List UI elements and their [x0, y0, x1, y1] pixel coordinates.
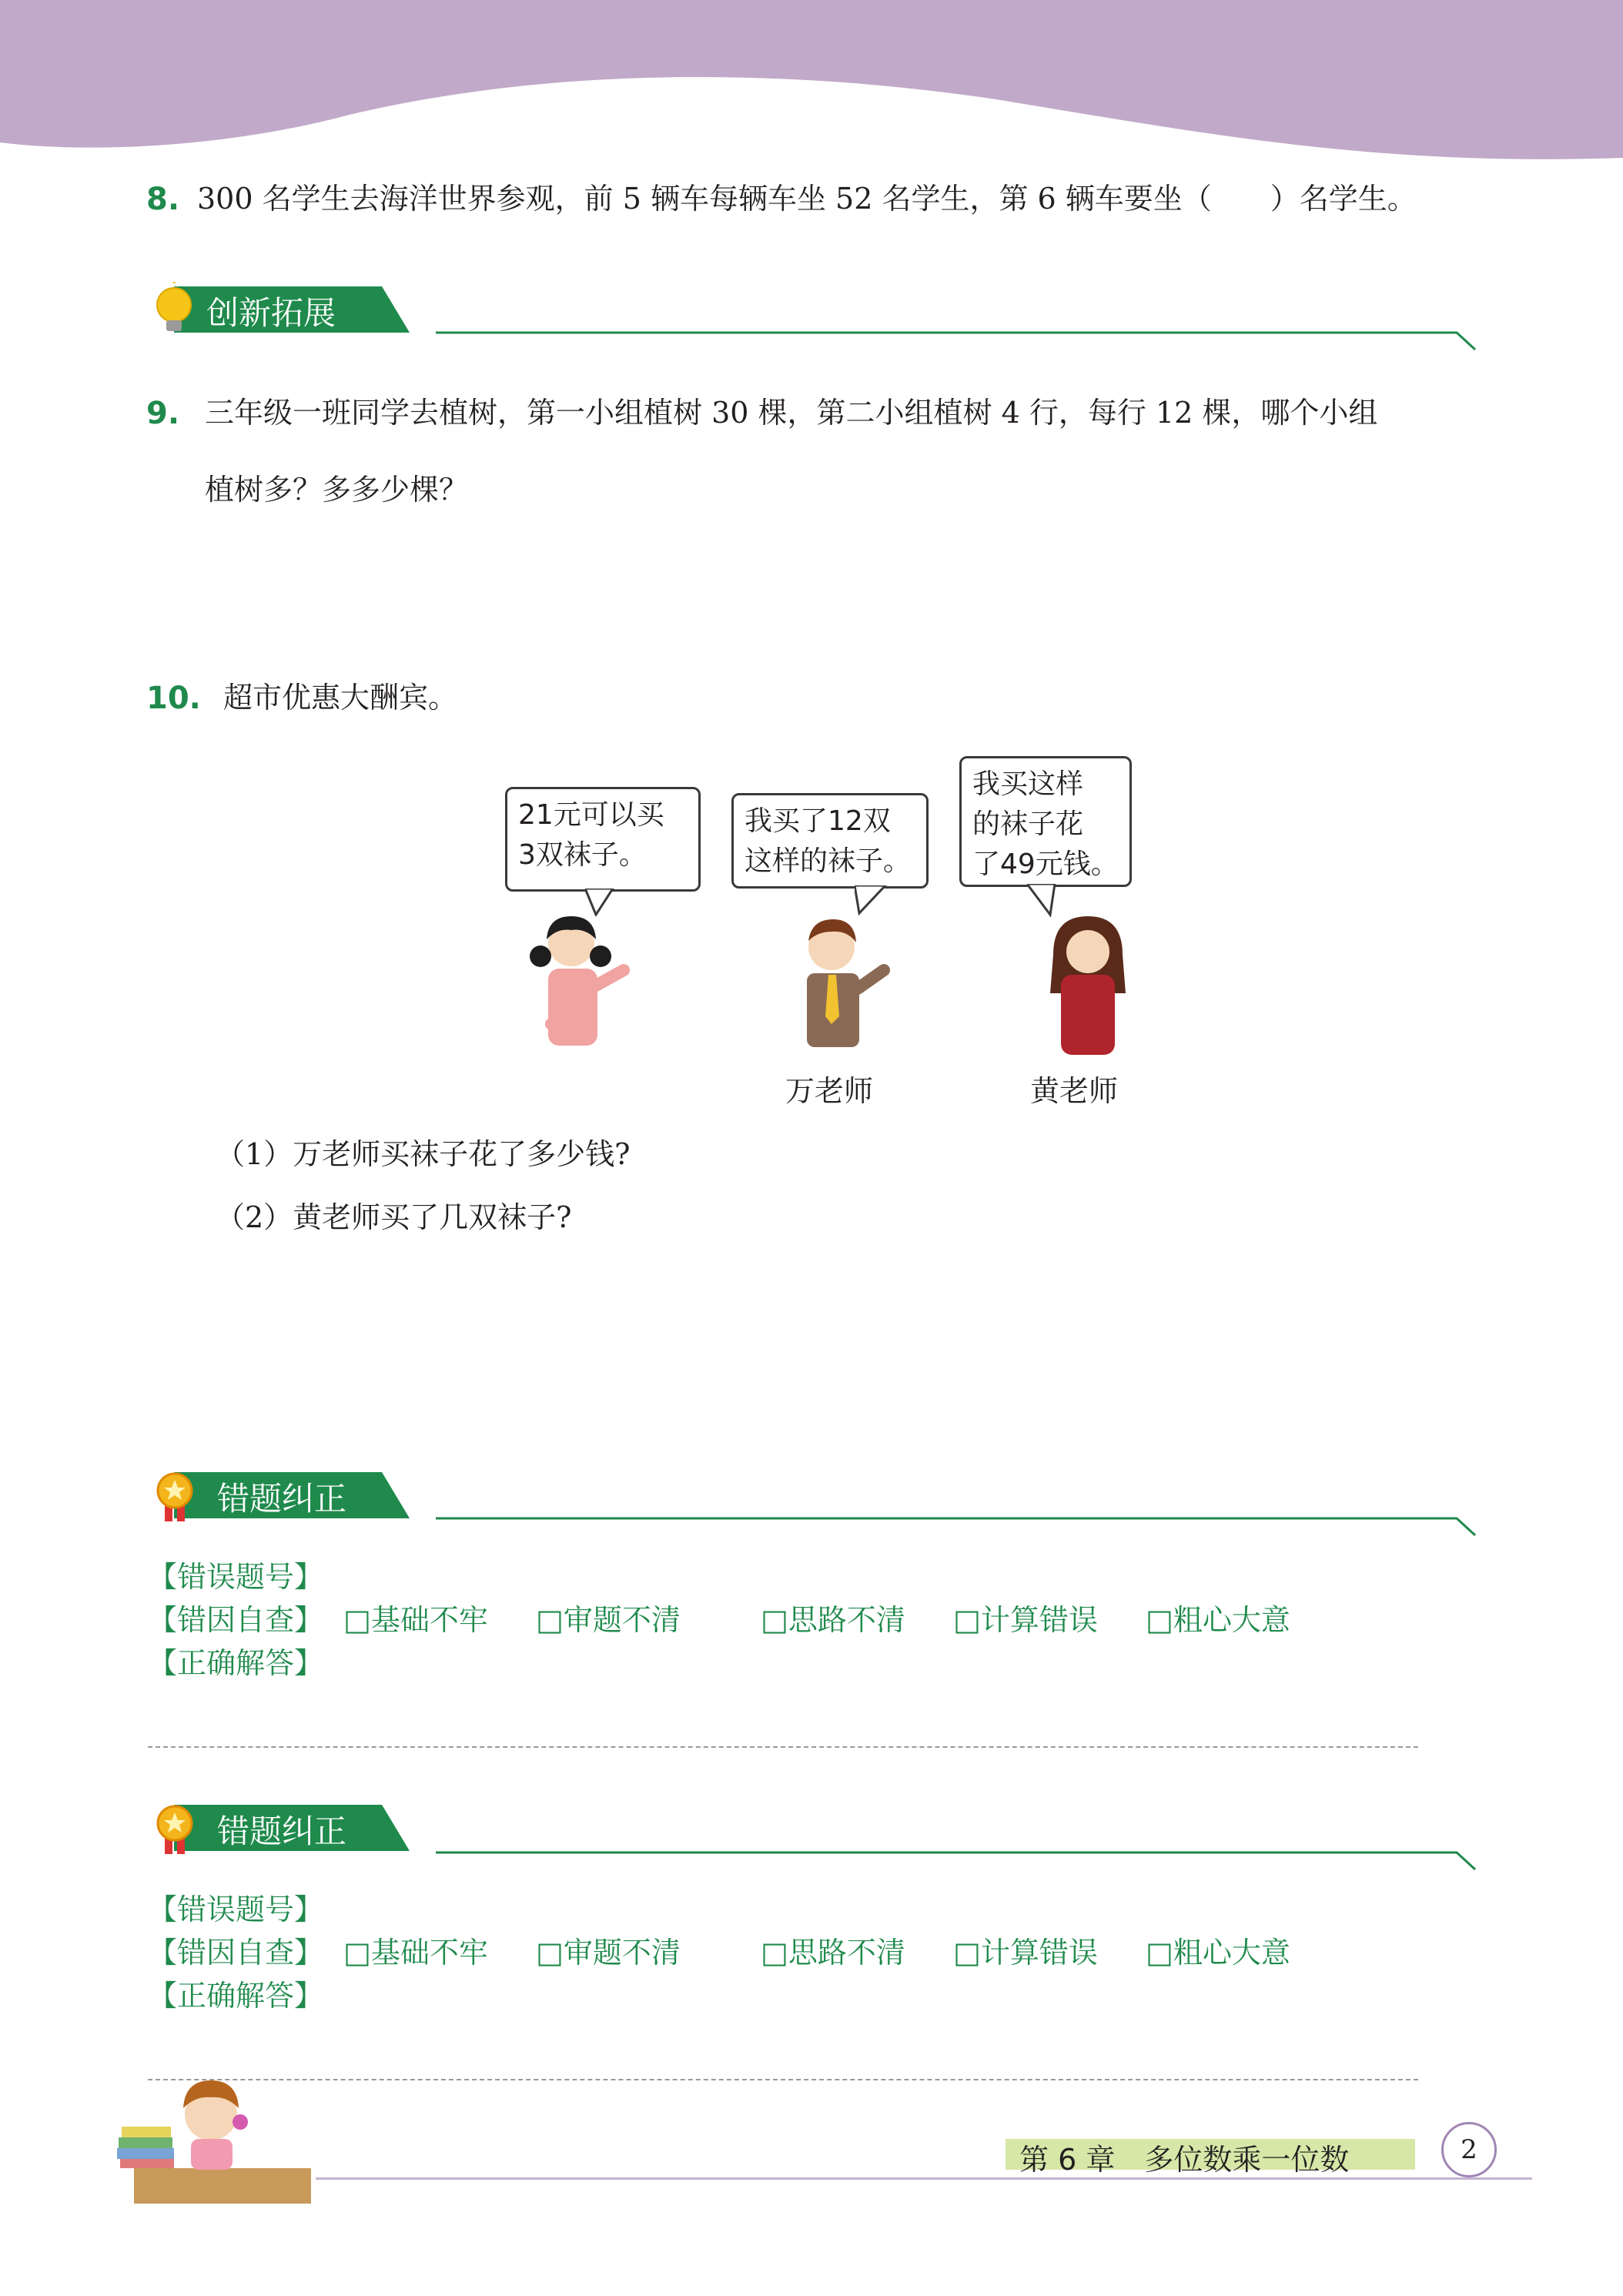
caption-teacher-wan: 万老师 [785, 1074, 874, 1108]
page-number [1441, 2122, 1497, 2177]
girl-at-desk-illustration [111, 2053, 319, 2214]
section-header-correction [154, 1468, 416, 1521]
sub-question: （2）黄老师买了几双袜子? [216, 1200, 572, 1234]
checkbox-option[interactable]: □计算错误 [953, 1936, 1098, 1970]
checkbox-option[interactable]: □粗心大意 [1146, 1603, 1290, 1637]
error-number-label: 【错误题号】 [148, 1893, 324, 1926]
sub-question: （1）万老师买袜子花了多少钱? [216, 1137, 631, 1171]
question-number: 8. [146, 182, 180, 217]
checkbox-option[interactable]: □审题不清 [536, 1603, 681, 1637]
speech-bubble: 我买了12双 这样的袜子。 [731, 793, 929, 889]
section-label: 错题纠正 [217, 1812, 347, 1850]
checkbox-option[interactable]: □计算错误 [953, 1603, 1098, 1637]
footer-chapter-title: 第 6 章 多位数乘一位数 [1019, 2143, 1350, 2177]
divider [148, 1746, 1418, 1748]
section-label: 创新拓展 [206, 294, 336, 332]
speech-bubble: 我买这样 的袜子花 了49元钱。 [959, 756, 1132, 887]
question-text: 300 名学生去海洋世界参观，前 5 辆车每辆车坐 52 名学生，第 6 辆车要坐（ ）名学生。 [197, 182, 1417, 216]
section-rule [436, 1843, 1478, 1871]
checkbox-option[interactable]: □思路不清 [761, 1603, 905, 1637]
page-number-text: 2 [1461, 2134, 1477, 2165]
teacher-huang-illustration [1030, 909, 1146, 1063]
checkbox-option[interactable]: □粗心大意 [1146, 1936, 1290, 1970]
question-text-line-2: 植树多？多多少棵？ [205, 473, 469, 507]
correct-answer-label: 【正确解答】 [148, 1979, 324, 2013]
error-cause-label: 【错因自查】 [148, 1603, 324, 1637]
header-wave-banner [0, 0, 1623, 169]
lightbulb-icon [151, 282, 200, 336]
error-cause-label: 【错因自查】 [148, 1936, 324, 1970]
footer-rule [316, 2177, 1532, 2180]
checkbox-option[interactable]: □审题不清 [536, 1936, 681, 1970]
divider [148, 2079, 1418, 2080]
error-cause-row [148, 1598, 1380, 1642]
question-number: 9. [146, 396, 180, 431]
question-number: 10. [146, 681, 201, 716]
medal-icon [154, 1800, 197, 1856]
section-label: 错题纠正 [217, 1480, 347, 1518]
speech-bubble: 21元可以买 3双袜子。 [505, 787, 701, 892]
checkbox-option[interactable]: □基础不牢 [343, 1603, 488, 1637]
section-rule [436, 1509, 1478, 1537]
checkbox-option[interactable]: □基础不牢 [343, 1936, 488, 1970]
question-text-line-1: 三年级一班同学去植树，第一小组植树 30 棵，第二小组植树 4 行，每行 12 棵，哪个小组 [205, 396, 1378, 430]
error-cause-row [148, 1931, 1380, 1974]
error-number-label: 【错误题号】 [148, 1560, 324, 1594]
section-header-correction [154, 1800, 416, 1854]
correct-answer-label: 【正确解答】 [148, 1646, 324, 1680]
question-text: 超市优惠大酬宾。 [223, 681, 458, 715]
medal-icon [154, 1468, 197, 1523]
checkbox-option[interactable]: □思路不清 [761, 1936, 905, 1970]
section-header-innovation [151, 282, 413, 336]
teacher-wan-illustration [778, 909, 901, 1063]
teacher-woman-illustration [508, 909, 639, 1063]
caption-teacher-huang: 黄老师 [1030, 1074, 1119, 1108]
section-rule [436, 323, 1478, 351]
